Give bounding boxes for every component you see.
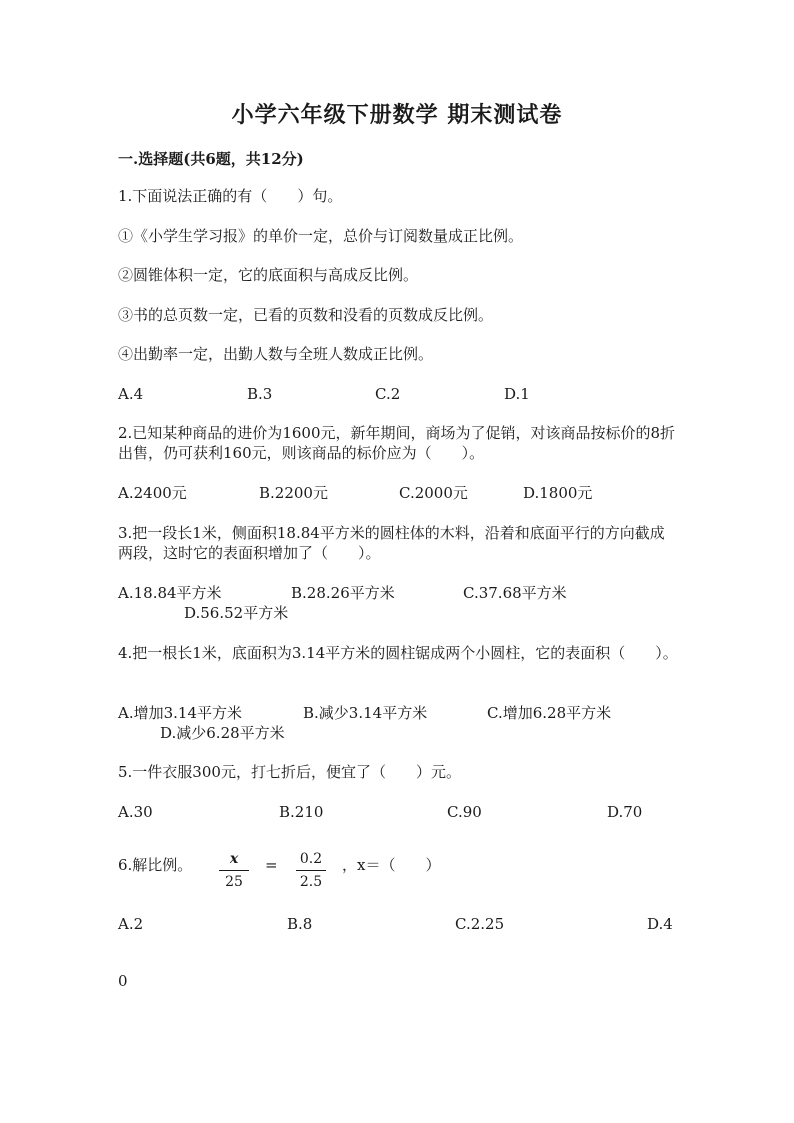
q1-statement-2: ②圆锥体积一定，它的底面积与高成反比例。: [118, 266, 419, 284]
q6-option-b[interactable]: B.8: [287, 915, 313, 933]
q4-stem: 4.把一根长1米，底面积为3.14平方米的圆柱锯成两个小圆柱，它的表面积（ ）。: [118, 644, 678, 662]
fraction-denominator: 25: [225, 874, 243, 890]
q4-option-a[interactable]: A.增加3.14平方米: [118, 704, 242, 722]
q1-option-c[interactable]: C.2: [375, 385, 401, 403]
q6-option-d[interactable]: D.4: [647, 915, 673, 933]
q5-stem: 5.一件衣服300元，打七折后，便宜了（ ）元。: [118, 763, 461, 781]
q4-option-d[interactable]: D.减少6.28平方米: [160, 724, 285, 742]
q2-option-b[interactable]: B.2200元: [259, 484, 328, 502]
q6-tail: ，x＝（ ）: [342, 856, 441, 874]
q4-option-b[interactable]: B.减少3.14平方米: [303, 704, 428, 722]
q5-option-b[interactable]: B.210: [279, 803, 324, 821]
q5-option-d[interactable]: D.70: [607, 803, 643, 821]
page-title: 小学六年级下册数学 期末测试卷: [231, 102, 563, 128]
q1-stem: 1.下面说法正确的有（ ）句。: [118, 187, 343, 205]
section-heading: 一.选择题(共6题，共12分): [118, 150, 304, 168]
q5-option-a[interactable]: A.30: [118, 803, 153, 821]
fraction-bar: [296, 870, 326, 871]
fraction-numerator: x: [229, 851, 239, 867]
q6-option-c[interactable]: C.2.25: [455, 915, 505, 933]
fraction-denominator: 2.5: [299, 874, 323, 890]
q5-option-c[interactable]: C.90: [447, 803, 482, 821]
page-footer-number: 0: [118, 972, 128, 990]
q1-option-b[interactable]: B.3: [247, 385, 273, 403]
fraction-numerator: 0.2: [299, 851, 323, 867]
q4-option-c[interactable]: C.增加6.28平方米: [487, 704, 612, 722]
q3-stem: 3.把一段长1米，侧面积18.84平方米的圆柱体的木料，沿着和底面平行的方向截成两段，这时它的表面积增加了（ ）。: [118, 524, 665, 562]
fraction-bar: [219, 870, 249, 871]
q1-option-a[interactable]: A.4: [118, 385, 144, 403]
q1-statement-4: ④出勤率一定，出勤人数与全班人数成正比例。: [118, 345, 434, 363]
q3-option-a[interactable]: A.18.84平方米: [118, 584, 222, 602]
fraction-x-over-25: [219, 850, 249, 891]
q1-option-d[interactable]: D.1: [504, 385, 530, 403]
fraction-0.2-over-2.5: [296, 850, 326, 891]
q2-stem: 2.已知某种商品的进价为1600元，新年期间，商场为了促销，对该商品按标价的8折出售，仍可获利160元，则该商品的标价应为（ ）。: [118, 424, 676, 462]
equals-sign: =: [265, 856, 278, 874]
q3-option-c[interactable]: C.37.68平方米: [463, 584, 567, 602]
q2-option-a[interactable]: A.2400元: [118, 484, 187, 502]
q1-statement-3: ③书的总页数一定，已看的页数和没看的页数成反比例。: [118, 306, 494, 324]
q6-stem: 6.解比例。: [118, 856, 193, 874]
q3-option-d[interactable]: D.56.52平方米: [184, 604, 289, 622]
q2-option-c[interactable]: C.2000元: [399, 484, 468, 502]
q2-option-d[interactable]: D.1800元: [523, 484, 593, 502]
q1-statement-1: ①《小学生学习报》的单价一定，总价与订阅数量成正比例。: [118, 227, 524, 245]
q3-option-b[interactable]: B.28.26平方米: [291, 584, 395, 602]
q6-option-a[interactable]: A.2: [118, 915, 144, 933]
